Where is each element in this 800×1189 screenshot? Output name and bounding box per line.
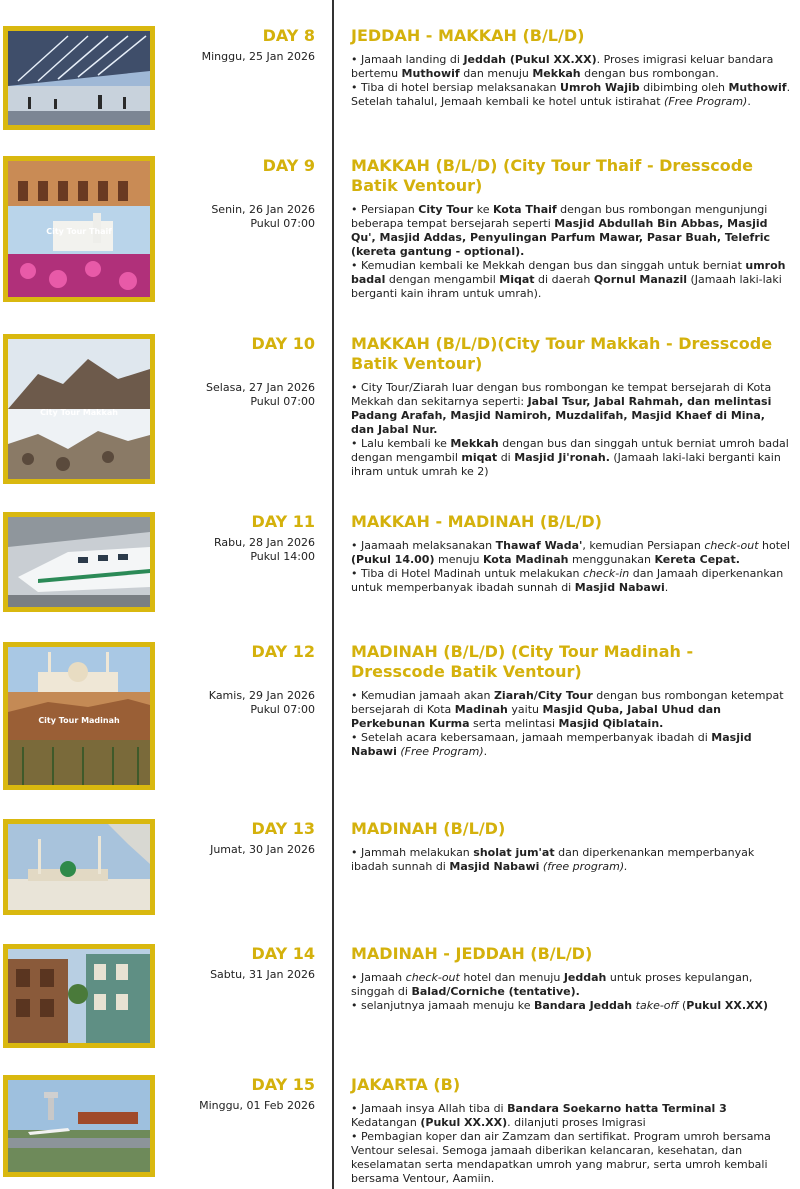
day-description [351,971,791,1013]
high-speed-train-photo [3,512,155,612]
day-date: Selasa, 27 Jan 2026 Pukul 07:00 [206,381,315,408]
day-title: MADINAH (B/L/D) [351,819,506,838]
day-content [351,156,791,301]
photo-label: City Tour Makkah [40,408,118,417]
masjid-nabawi-photo [3,819,155,915]
day-date: Sabtu, 31 Jan 2026 [210,968,315,981]
bullet-point: • Tiba di Hotel Madinah untuk melakukan check-in dan Jamaah diperkenankan untuk memperbanyak ibadah sunnah di Masjid Nabawi. [351,567,784,594]
timeline-divider [332,0,334,1189]
day-date: Minggu, 25 Jan 2026 [201,50,315,63]
day-content [351,1075,791,1186]
day-description [351,381,791,479]
bullet-point: • Jamaah landing di Jeddah (Pukul XX.XX). Proses imigrasi keluar bandara bertemu Muthowif dan menuju Mekkah dengan bus rombongan. [351,53,774,80]
day-description [351,539,791,595]
bullet-point: • Persiapan City Tour ke Kota Thaif dengan bus rombongan mengunjungi beberapa tempat bersejarah seperti Masjid Abdullah Bin Abbas, Masjid Qu', Masjid Addas, Penyulingan Parfum Mawar, Pasar Buah, Telefric (kereta gantung - optional). [351,203,771,258]
old-jeddah-photo [3,944,155,1048]
day-title: MADINAH (B/L/D) (City Tour Madinah - Dresscode Batik Ventour) [351,642,694,681]
day-title: MAKKAH - MADINAH (B/L/D) [351,512,602,531]
city-tour-makkah-photo [3,334,155,484]
day-description [351,846,791,874]
city-tour-madinah-photo [3,642,155,790]
day-label: DAY 9 [262,156,315,175]
day-description [351,689,791,759]
bullet-point: • selanjutnya jamaah menuju ke Bandara Jeddah take-off (Pukul XX.XX) [351,999,769,1012]
day-description [351,203,791,301]
day-content [351,642,791,759]
airport-terminal-photo [3,26,155,130]
bullet-point: • Jaamaah melaksanakan Thawaf Wada', kemudian Persiapan check-out hotel (Pukul 14.00) menuju Kota Madinah menggunakan Kereta Cepat. [351,539,790,566]
day-label: DAY 8 [262,26,315,45]
bullet-point: • Jammah melakukan sholat jum'at dan diperkenankan memperbanyak ibadah sunnah di Masjid Nabawi (free program). [351,846,755,873]
day-label: DAY 12 [251,642,315,661]
bullet-point: • Kemudian jamaah akan Ziarah/City Tour dengan bus rombongan ketempat bersejarah di Kota Madinah yaitu Masjid Quba, Jabal Uhud dan Perkebunan Kurma serta melintasi Masjid Qiblatain. [351,689,784,730]
day-description [351,1102,791,1186]
day-date: Jumat, 30 Jan 2026 [210,843,315,856]
bullet-point: • City Tour/Ziarah luar dengan bus rombongan ke tempat bersejarah di Kota Mekkah dan sekitarnya seperti: Jabal Tsur, Jabal Rahmah, dan melintasi Padang Arafah, Masjid Namiroh, Muzdalifah, Masjid Khaef di Mina, dan Jabal Nur. [351,381,772,436]
day-label: DAY 15 [251,1075,315,1094]
bullet-point: • Kemudian kembali ke Mekkah dengan bus dan singgah untuk berniat umroh badal dengan mengambil Miqat di daerah Qornul Manazil (Jamaah laki-laki berganti kain ihram untuk umrah). [351,259,786,300]
day-label: DAY 11 [251,512,315,531]
bullet-point: • Tiba di hotel bersiap melaksanakan Umroh Wajib dibimbing oleh Muthowif. Setelah tahalul, Jemaah kembali ke hotel untuk istirahat (Free Program). [351,81,791,108]
day-description [351,53,791,109]
day-date: Senin, 26 Jan 2026 Pukul 07:00 [211,203,315,230]
day-date: Kamis, 29 Jan 2026 Pukul 07:00 [208,689,315,716]
day-content [351,512,791,595]
day-title: JAKARTA (B) [351,1075,461,1094]
day-title: MAKKAH (B/L/D)(City Tour Makkah - Dresscode Batik Ventour) [351,334,773,373]
day-label: DAY 13 [251,819,315,838]
bullet-point: • Setelah acara kebersamaan, jamaah memperbanyak ibadah di Masjid Nabawi (Free Program). [351,731,752,758]
day-title: MADINAH - JEDDAH (B/L/D) [351,944,593,963]
day-content [351,944,791,1013]
bullet-point: • Pembagian koper dan air Zamzam dan sertifikat. Program umroh bersama Ventour selesai. Semoga jamaah diberikan kelancaran, kesehatan, dan keselamatan serta mendapatkan umroh yang mabrur, serta umroh kembali bersama Ventour, Aamiin. [351,1130,771,1185]
day-content [351,334,791,479]
day-label: DAY 10 [251,334,315,353]
bullet-point: • Jamaah insya Allah tiba di Bandara Soekarno hatta Terminal 3 Kedatangan (Pukul XX.XX). dilanjuti proses Imigrasi [351,1102,727,1129]
photo-label: City Tour Madinah [38,716,120,725]
day-date: Minggu, 01 Feb 2026 [199,1099,315,1112]
day-content [351,26,791,109]
bullet-point: • Lalu kembali ke Mekkah dengan bus dan singgah untuk berniat umroh badal dengan mengambil miqat di Masjid Ji'ronah. (Jamaah laki-laki berganti kain ihram untuk umrah ke 2) [351,437,789,478]
soekarno-hatta-airport-photo [3,1075,155,1177]
bullet-point: • Jamaah check-out hotel dan menuju Jeddah untuk proses kepulangan, singgah di Balad/Corniche (tentative). [351,971,753,998]
day-date: Rabu, 28 Jan 2026 Pukul 14:00 [213,536,315,563]
day-title: MAKKAH (B/L/D) (City Tour Thaif - Dresscode Batik Ventour) [351,156,753,195]
city-tour-thaif-photo [3,156,155,302]
day-label: DAY 14 [251,944,315,963]
day-content [351,819,791,874]
photo-label: City Tour Thaif [46,227,112,236]
day-title: JEDDAH - MAKKAH (B/L/D) [351,26,585,45]
